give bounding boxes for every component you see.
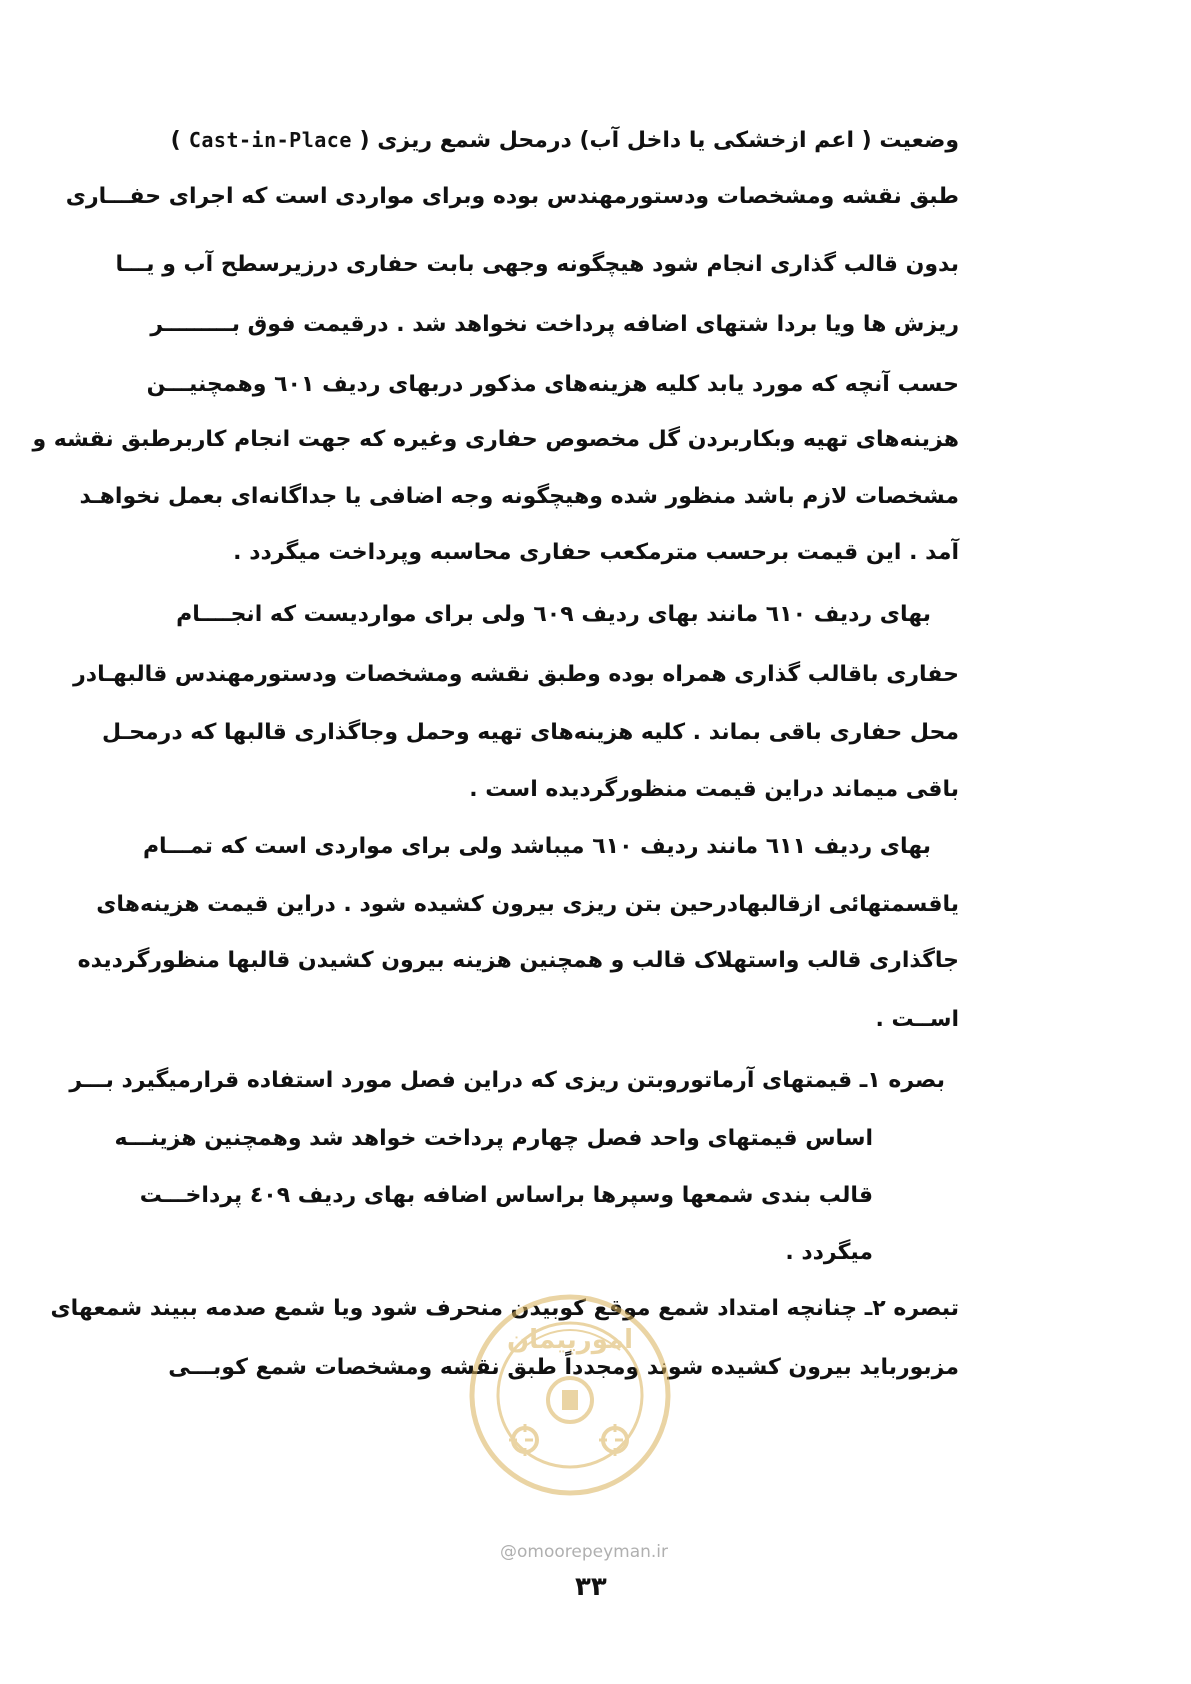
line-1-close: ) [170, 128, 189, 153]
body-line-5: حسب آنچه که مورد یابد کلیه هزینه‌های مذکور دربهای ردیف ٦٠١ وهمچنیـــن [146, 372, 959, 397]
body-line-14: یاقسمتهائی ازقالبهادرحین بتن ریزی بیرون کشیده شود . دراین قیمت هزینه‌های [96, 892, 959, 917]
body-line-9: بهای ردیف ٦١٠ مانند بهای ردیف ٦٠٩ ولی برای مواردیست که انجــــام [176, 602, 931, 627]
body-line-12: باقی میماند دراین قیمت منظورگردیده است . [469, 777, 959, 802]
body-line-16: اســت . [875, 1007, 959, 1032]
note-1-line-4: میگردد . [785, 1240, 873, 1265]
cast-in-place-term: Cast-in-Place [188, 128, 352, 152]
body-line-2: طبق نقشه ومشخصات ودستورمهندس بوده وبرای مواردی است که اجرای حفـــاری [65, 184, 959, 209]
body-line-11: محل حفاری باقی بماند . کلیه هزینه‌های تهیه وحمل وجاگذاری قالبها که درمحـل [102, 720, 959, 745]
note-2-line-2: مزبورباید بیرون کشیده شوند ومجدداً طبق نقشه ومشخصات شمع کوبـــی [168, 1355, 959, 1380]
body-line-13: بهای ردیف ٦١١ مانند ردیف ٦١٠ میباشد ولی برای مواردی است که تمـــام [142, 834, 931, 859]
body-line-10: حفاری باقالب گذاری همراه بوده وطبق نقشه ومشخصات ودستورمهندس قالبهـادر [73, 662, 959, 687]
watermark-logo-text: امورپیمان [506, 1325, 634, 1355]
body-line-6: هزینه‌های تهیه وبکاربردن گل مخصوص حفاری وغیره که جهت انجام کاربرطبق نقشه و [32, 427, 959, 452]
note-1-line-3: قالب بندی شمعها وسپرها براساس اضافه بهای ردیف ٤٠٩ پرداخـــت [139, 1183, 873, 1208]
body-line-7: مشخصات لازم باشد منظور شده وهیچگونه وجه اضافی یا جداگانه‌ای بعمل نخواهـد [79, 484, 959, 509]
note-2-line-1: تبصره ٢ـ چنانچه امتداد شمع موقع کوبیدن منحرف شود ویا شمع صدمه ببیند شمعهای [50, 1296, 959, 1321]
watermark-stamp-icon [465, 1290, 675, 1500]
body-line-8: آمد . این قیمت برحسب مترمکعب حفاری محاسبه وپرداخت میگردد . [233, 540, 959, 565]
watermark-site: @omoorepeyman.ir [500, 1542, 669, 1562]
page-number: ٣٣ [575, 1572, 607, 1602]
body-line-1 [171, 125, 959, 156]
line-1-text: وضعیت ( اعم ازخشکی یا داخل آب) درمحل شمع ریزی ( [351, 128, 959, 153]
note-1-line-1: بصره ١ـ قیمتهای آرماتوروبتن ریزی که دراین فصل مورد استفاده قرارمیگیرد بـــر [69, 1068, 945, 1093]
note-1-line-2: اساس قیمتهای واحد فصل چهارم پرداخت خواهد شد وهمچنین هزینـــه [114, 1126, 873, 1151]
body-line-3: بدون قالب گذاری انجام شود هیچگونه وجهی بابت حفاری درزیرسطح آب و یـــا [115, 252, 959, 277]
body-line-4: ریزش ها ویا بردا شتهای اضافه پرداخت نخواهد شد . درقیمت فوق بـــــــــر [150, 312, 959, 337]
body-line-15: جاگذاری قالب واستهلاک قالب و همچنین هزینه بیرون کشیدن قالبها منظورگردیده [77, 948, 959, 973]
